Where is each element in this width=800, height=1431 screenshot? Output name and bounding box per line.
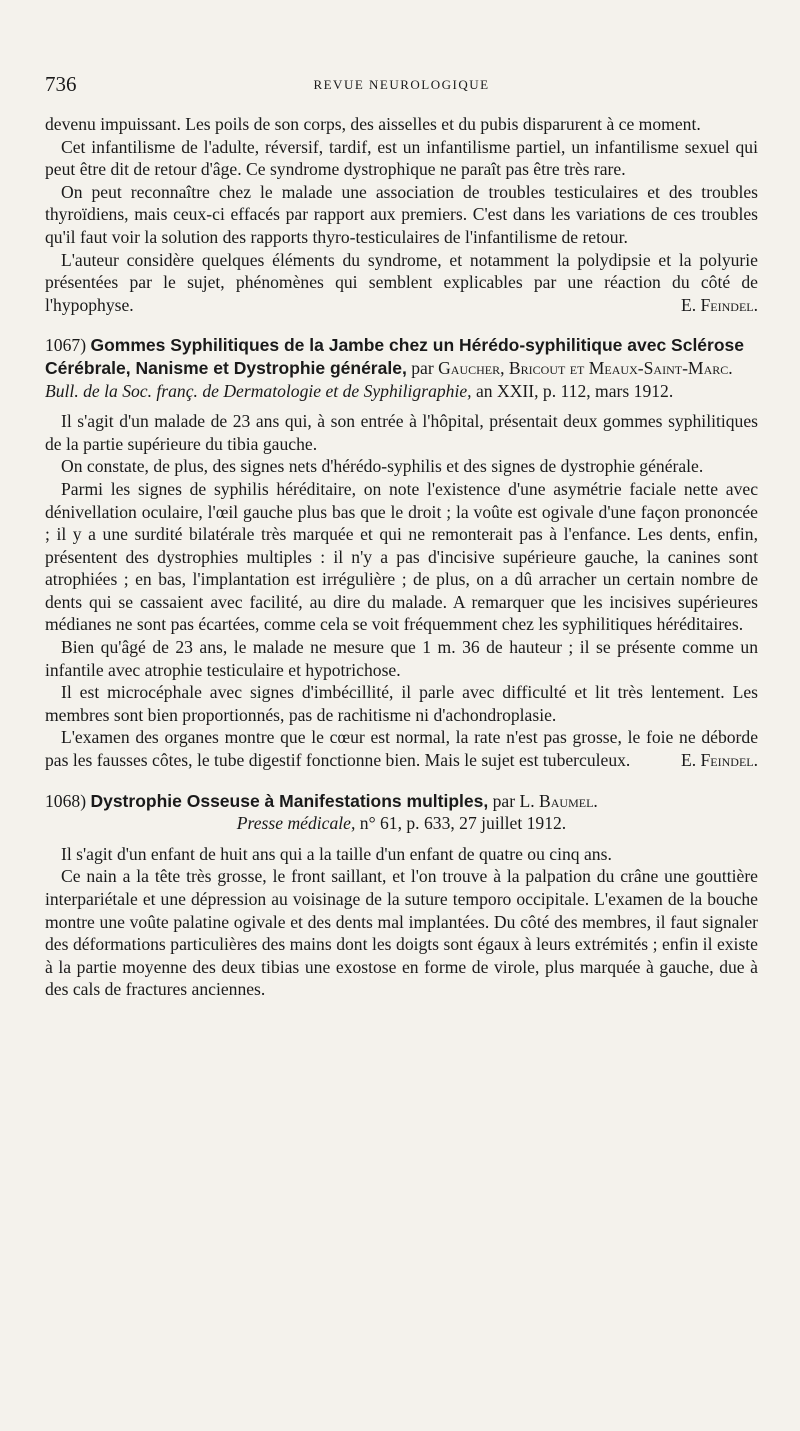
page-number: 736 <box>45 72 77 96</box>
paragraph: On constate, de plus, des signes nets d'hérédo-syphilis et des signes de dystrophie générale. <box>61 456 704 477</box>
abstract-number: 1068) <box>45 790 87 811</box>
by-label: par <box>411 357 434 378</box>
paragraph-text: L'examen des organes montre que le cœur est normal, la rate n'est pas grosse, le foie ne déborde pas les fausses côtes, le tube digestif fonctionne bien. Mais le sujet est tuberculeux. <box>45 727 758 771</box>
signature: E. Feindel. <box>680 294 758 315</box>
running-head <box>45 72 758 96</box>
abstract-title: Dystrophie Osseuse à Manifestations multiples, <box>90 790 489 811</box>
authors: L. Baumel. <box>519 790 598 811</box>
journal-name: Presse médicale, <box>236 813 356 834</box>
authors: Gaucher, Bricout et Meaux-Saint-Marc. <box>438 357 733 378</box>
paragraph: Il s'agit d'un malade de 23 ans qui, à son entrée à l'hôpital, présentait deux gommes syphilitiques de la partie supérieure du tibia gauche. <box>45 411 758 454</box>
reference: an XXII, p. 112, mars 1912. <box>475 380 674 401</box>
paragraph <box>45 249 758 317</box>
abstract-number: 1067) <box>45 335 87 356</box>
by-label: par <box>492 790 516 811</box>
paragraph <box>45 726 758 771</box>
abstract-heading-1068 <box>45 790 758 835</box>
paragraph: Il est microcéphale avec signes d'imbécillité, il parle avec difficulté et lit très lentement. Les membres sont bien proportionnés, pas de rachitisme ni d'achondroplasie. <box>45 682 758 725</box>
abstract-title: Gommes Syphilitiques de la Jambe chez un Hérédo-syphilitique avec Sclérose Cérébrale, Nanisme et Dystrophie générale, <box>45 335 745 378</box>
paragraph: On peut reconnaître chez le malade une association de troubles testiculaires et des troubles thyroïdiens, mais ceux-ci effacés par rapport aux premiers. C'est dans les variations de ces troubles qu'il faut voir la solution des rapports thyro-testiculaires de l'infantilisme de retour. <box>45 181 758 247</box>
abstract-heading-1067 <box>45 334 758 402</box>
paragraph: Parmi les signes de syphilis héréditaire, on note l'existence d'une asymétrie faciale nette avec dénivellation oculaire, l'œil gauche plus bas que le droit ; la voûte est ogivale d'une façon prononcée ; il y a une surdité bilatérale très marquée et qui ne remonterait pas à l'enfance. Les dents, enfin, présentent des dystrophies multiples : il n'y a pas d'incisive supérieure gauche, la canines sont atrophiées ; en bas, l'implantation est irrégulière ; de plus, on a dû arracher un certain nombre de dents qui se cassaient avec facilité, au dire du malade. A remarquer que les incisives supérieures médianes ne sont pas écartées, comme cela se voit fréquemment chez les syphilitiques héréditaires. <box>45 478 758 635</box>
article-body <box>45 113 758 1001</box>
paragraph: devenu impuissant. Les poils de son corps, des aisselles et du pubis disparurent à ce moment. <box>45 114 701 134</box>
signature: E. Feindel. <box>680 750 758 771</box>
paragraph-text: L'auteur considère quelques éléments du syndrome, et notamment la polydipsie et la polyurie présentées par le sujet, phénomènes qui semblent explicables par une réaction du côté de l'hypophyse. <box>45 249 758 315</box>
reference: n° 61, p. 633, 27 juillet 1912. <box>359 813 567 834</box>
paragraph: Ce nain a la tête très grosse, le front saillant, et l'on trouve à la palpation du crâne une gouttière interpariétale et une dépression au voisinage de la suture temporo occipitale. L'examen de la bouche montre une voûte palatine ogivale et des dents mal implantées. Du côté des membres, il faut signaler des déformations particulières des mains dont les doigts sont égaux à leurs extrémités ; enfin il existe à la partie moyenne des deux tibias une exostose en forme de virole, plus marquée à gauche, due à des cals de fractures anciennes. <box>45 866 758 1000</box>
paragraph: Il s'agit d'un enfant de huit ans qui a la taille d'un enfant de quatre ou cinq ans. <box>61 843 612 864</box>
paragraph: Cet infantilisme de l'adulte, réversif, tardif, est un infantilisme partiel, un infantilisme sexuel qui peut être dit de retour d'âge. Ce syndrome dystrophique ne paraît pas être très rare. <box>45 136 758 180</box>
paragraph: Bien qu'âgé de 23 ans, le malade ne mesure que 1 m. 36 de hauteur ; il se présente comme un infantile avec atrophie testiculaire et hypotrichose. <box>45 637 758 680</box>
journal-title: REVUE NEUROLOGIQUE <box>313 77 490 92</box>
citation-line <box>45 812 758 835</box>
journal-name: Bull. de la Soc. franç. de Dermatologie et de Syphiligraphie, <box>45 380 472 401</box>
